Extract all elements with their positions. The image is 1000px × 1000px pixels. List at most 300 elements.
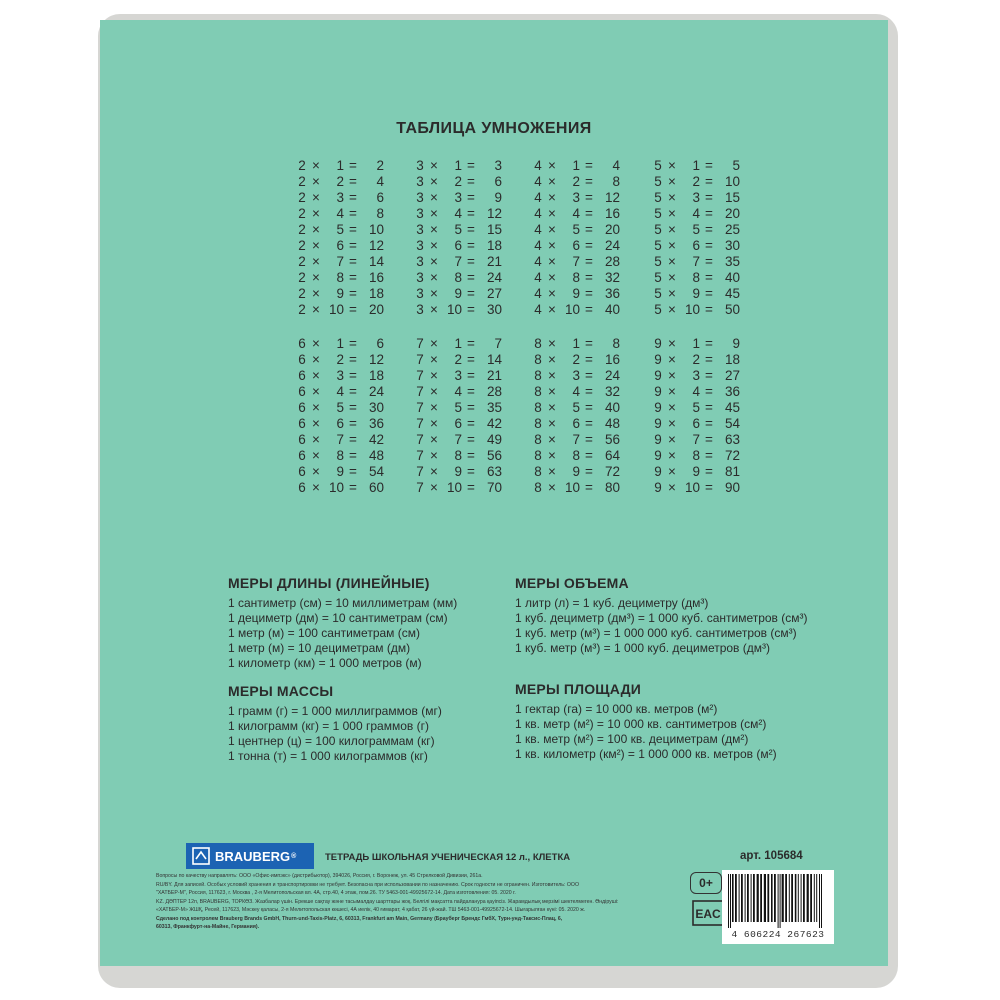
product: 35: [486, 400, 502, 415]
length-measures: [228, 575, 457, 671]
multiplicand: 9: [654, 400, 662, 415]
multiplication-row: [296, 432, 416, 448]
times-sign: ×: [668, 352, 676, 367]
times-sign: ×: [548, 368, 556, 383]
equals-sign: =: [349, 368, 357, 383]
multiplication-row: [414, 480, 534, 496]
times-sign: ×: [312, 190, 320, 205]
equals-sign: =: [705, 190, 713, 205]
product: 6: [376, 190, 384, 205]
times-sign: ×: [312, 416, 320, 431]
multiplication-row: [414, 352, 534, 368]
product: 6: [376, 336, 384, 351]
brand-logo-icon: [192, 847, 210, 865]
multiplication-row: [414, 400, 534, 416]
equals-sign: =: [585, 336, 593, 351]
multiplier: 10: [446, 480, 462, 495]
multiplication-row: [532, 352, 652, 368]
barcode-bar: [728, 874, 729, 928]
multiplicand: 8: [534, 480, 542, 495]
multiplication-row: [296, 384, 416, 400]
product: 28: [486, 384, 502, 399]
product: 8: [376, 206, 384, 221]
multiplication-row: [532, 336, 652, 352]
product: 30: [368, 400, 384, 415]
multiplicand: 9: [654, 448, 662, 463]
multiplicand: 2: [298, 174, 306, 189]
multiplicand: 4: [534, 158, 542, 173]
barcode-bar: [780, 874, 781, 928]
product: 30: [724, 238, 740, 253]
equals-sign: =: [705, 480, 713, 495]
multiplier: 9: [454, 286, 462, 301]
barcode-bars: [722, 870, 834, 930]
multiplication-row: [414, 464, 534, 480]
multiplicand: 2: [298, 190, 306, 205]
multiplicand: 3: [416, 190, 424, 205]
multiplication-row: [296, 464, 416, 480]
product: 24: [604, 368, 620, 383]
mass-item: 1 тонна (т) = 1 000 килограммов (кг): [228, 749, 428, 763]
multiplicand: 5: [654, 158, 662, 173]
times-sign: ×: [430, 190, 438, 205]
multiplication-row: [532, 238, 652, 254]
multiplicand: 2: [298, 222, 306, 237]
equals-sign: =: [705, 368, 713, 383]
multiplication-block: [532, 336, 652, 496]
times-sign: ×: [548, 464, 556, 479]
multiplication-row: [532, 432, 652, 448]
multiplication-row: [414, 238, 534, 254]
multiplicand: 6: [298, 336, 306, 351]
product: 49: [486, 432, 502, 447]
multiplier: 1: [336, 336, 344, 351]
multiplicand: 5: [654, 254, 662, 269]
times-sign: ×: [548, 190, 556, 205]
product: 14: [368, 254, 384, 269]
barcode: [722, 870, 834, 944]
multiplication-row: [652, 416, 772, 432]
multiplier: 7: [336, 254, 344, 269]
multiplier: 1: [572, 158, 580, 173]
age-rating-badge: 0+: [690, 872, 722, 894]
multiplicand: 5: [654, 302, 662, 317]
multiplier: 9: [572, 464, 580, 479]
equals-sign: =: [467, 302, 475, 317]
multiplier: 10: [564, 480, 580, 495]
barcode-bar: [814, 874, 815, 922]
multiplier: 8: [454, 270, 462, 285]
multiplication-row: [414, 302, 534, 318]
multiplication-row: [532, 448, 652, 464]
equals-sign: =: [585, 270, 593, 285]
multiplication-row: [414, 286, 534, 302]
multiplier: 7: [692, 254, 700, 269]
multiplier: 10: [328, 480, 344, 495]
times-sign: ×: [548, 352, 556, 367]
equals-sign: =: [467, 206, 475, 221]
barcode-bar: [774, 874, 776, 922]
equals-sign: =: [585, 400, 593, 415]
times-sign: ×: [548, 400, 556, 415]
product: 42: [486, 416, 502, 431]
times-sign: ×: [548, 448, 556, 463]
equals-sign: =: [467, 480, 475, 495]
multiplier: 1: [692, 336, 700, 351]
multiplication-row: [296, 222, 416, 238]
product: 27: [486, 286, 502, 301]
area-item: 1 кв. метр (м²) = 100 кв. дециметрам (дм²): [515, 732, 749, 746]
equals-sign: =: [467, 384, 475, 399]
volume-item: 1 литр (л) = 1 куб. дециметру (дм³): [515, 596, 709, 610]
multiplicand: 4: [534, 190, 542, 205]
equals-sign: =: [705, 302, 713, 317]
multiplier: 5: [336, 400, 344, 415]
times-sign: ×: [548, 480, 556, 495]
multiplicand: 7: [416, 336, 424, 351]
multiplier: 7: [454, 254, 462, 269]
multiplication-row: [652, 254, 772, 270]
volume-item: 1 куб. метр (м³) = 1 000 куб. дециметров (дм³): [515, 641, 771, 655]
equals-sign: =: [705, 400, 713, 415]
barcode-bar: [819, 874, 820, 928]
barcode-bar: [771, 874, 773, 922]
multiplier: 6: [692, 416, 700, 431]
mass-item: 1 грамм (г) = 1 000 миллиграммов (мг): [228, 704, 442, 718]
product: 40: [724, 270, 740, 285]
equals-sign: =: [467, 416, 475, 431]
multiplicand: 7: [416, 400, 424, 415]
product: 10: [724, 174, 740, 189]
times-sign: ×: [548, 174, 556, 189]
equals-sign: =: [705, 222, 713, 237]
multiplicand: 7: [416, 384, 424, 399]
product: 60: [368, 480, 384, 495]
barcode-bar: [760, 874, 762, 922]
multiplier: 10: [328, 302, 344, 317]
equals-sign: =: [467, 174, 475, 189]
multiplicand: 3: [416, 254, 424, 269]
multiplier: 2: [692, 174, 700, 189]
multiplicand: 6: [298, 480, 306, 495]
multiplication-row: [296, 286, 416, 302]
equals-sign: =: [585, 174, 593, 189]
times-sign: ×: [430, 432, 438, 447]
times-sign: ×: [312, 254, 320, 269]
equals-sign: =: [467, 158, 475, 173]
times-sign: ×: [430, 336, 438, 351]
multiplier: 9: [336, 286, 344, 301]
product: 12: [604, 190, 620, 205]
equals-sign: =: [349, 238, 357, 253]
equals-sign: =: [349, 400, 357, 415]
equals-sign: =: [585, 190, 593, 205]
multiplication-row: [652, 190, 772, 206]
product: 56: [486, 448, 502, 463]
equals-sign: =: [585, 464, 593, 479]
multiplicand: 2: [298, 302, 306, 317]
multiplication-row: [532, 206, 652, 222]
equals-sign: =: [585, 416, 593, 431]
multiplication-row: [652, 270, 772, 286]
multiplicand: 7: [416, 480, 424, 495]
multiplier: 4: [454, 206, 462, 221]
multiplicand: 7: [416, 352, 424, 367]
brand-registered-mark: ®: [291, 852, 297, 860]
multiplicand: 9: [654, 432, 662, 447]
times-sign: ×: [312, 368, 320, 383]
barcode-bar: [732, 874, 734, 922]
times-sign: ×: [312, 480, 320, 495]
multiplicand: 9: [654, 464, 662, 479]
multiplication-block: [652, 336, 772, 496]
equals-sign: =: [349, 286, 357, 301]
product: 45: [724, 400, 740, 415]
multiplication-row: [414, 254, 534, 270]
multiplication-row: [532, 384, 652, 400]
fine-print-line: «ХАТБЕР-М» ЖШҚ, Ресей, 117623, Мәскеу қаласы, 2-я Мелитопольская көшесі, 4А иелік, 40 ғимарат, 4 қабат, 26 үй-жай. ТШ 5463-001-49925672-14. Шығарылған күні: 05. 2020 ж.: [156, 907, 586, 913]
multiplier: 1: [692, 158, 700, 173]
multiplication-row: [532, 400, 652, 416]
multiplication-row: [652, 448, 772, 464]
multiplication-row: [532, 480, 652, 496]
product: 72: [604, 464, 620, 479]
barcode-bar: [757, 874, 759, 922]
multiplier: 6: [454, 238, 462, 253]
multiplication-row: [532, 174, 652, 190]
multiplication-row: [296, 190, 416, 206]
notebook-cover: [100, 20, 888, 966]
length-item: 1 сантиметр (см) = 10 миллиметрам (мм): [228, 596, 458, 610]
multiplier: 2: [454, 174, 462, 189]
product: 32: [604, 270, 620, 285]
product: 27: [724, 368, 740, 383]
equals-sign: =: [705, 464, 713, 479]
mass-title: МЕРЫ МАССЫ: [228, 683, 334, 699]
multiplication-row: [652, 206, 772, 222]
multiplicand: 5: [654, 174, 662, 189]
equals-sign: =: [585, 206, 593, 221]
times-sign: ×: [430, 174, 438, 189]
product: 12: [486, 206, 502, 221]
length-item: 1 дециметр (дм) = 10 сантиметрам (см): [228, 611, 448, 625]
multiplier: 5: [692, 400, 700, 415]
times-sign: ×: [548, 336, 556, 351]
equals-sign: =: [585, 448, 593, 463]
equals-sign: =: [705, 270, 713, 285]
multiplication-row: [296, 448, 416, 464]
multiplication-row: [296, 238, 416, 254]
multiplication-row: [296, 368, 416, 384]
multiplication-row: [296, 480, 416, 496]
fine-print-line: Сделано под контролем Brauberg Brands GmbH, Thurn-und-Taxis-Platz, 6, 60313, Frankfurt am Main, Germany (Брауберг Брендс ГмбХ, Турн-унд-Таксис-Плац, 6,: [156, 915, 563, 922]
product: 28: [604, 254, 620, 269]
barcode-bar: [807, 874, 809, 922]
multiplication-row: [532, 270, 652, 286]
barcode-number: 4 606224 267623: [731, 929, 825, 940]
multiplier: 5: [692, 222, 700, 237]
times-sign: ×: [430, 302, 438, 317]
equals-sign: =: [349, 352, 357, 367]
multiplier: 4: [336, 384, 344, 399]
times-sign: ×: [668, 336, 676, 351]
product: 63: [486, 464, 502, 479]
times-sign: ×: [668, 448, 676, 463]
barcode-bar: [741, 874, 743, 922]
fine-print-line: RU/BY. Для записей. Особых условий хранения и транспортировки не требует. Безопасна при использовании по назначению. Срок годности не ограничен. Изготовитель: ООО: [156, 881, 579, 888]
equals-sign: =: [349, 448, 357, 463]
multiplier: 3: [572, 190, 580, 205]
multiplication-row: [652, 400, 772, 416]
equals-sign: =: [467, 368, 475, 383]
times-sign: ×: [312, 464, 320, 479]
product: 7: [494, 336, 502, 351]
times-sign: ×: [668, 270, 676, 285]
multiplication-row: [532, 158, 652, 174]
product: 25: [724, 222, 740, 237]
barcode-bar: [795, 874, 797, 922]
product: 81: [724, 464, 740, 479]
equals-sign: =: [467, 222, 475, 237]
times-sign: ×: [312, 448, 320, 463]
multiplicand: 9: [654, 416, 662, 431]
multiplier: 8: [572, 270, 580, 285]
times-sign: ×: [668, 480, 676, 495]
product: 54: [724, 416, 740, 431]
multiplication-block: [532, 158, 652, 318]
multiplication-row: [652, 158, 772, 174]
product: 16: [604, 206, 620, 221]
times-sign: ×: [668, 368, 676, 383]
multiplicand: 6: [298, 384, 306, 399]
multiplier: 10: [446, 302, 462, 317]
product: 20: [368, 302, 384, 317]
equals-sign: =: [467, 190, 475, 205]
multiplication-row: [532, 222, 652, 238]
times-sign: ×: [668, 384, 676, 399]
multiplication-row: [296, 158, 416, 174]
barcode-bar: [767, 874, 769, 922]
equals-sign: =: [467, 464, 475, 479]
multiplier: 3: [336, 190, 344, 205]
multiplier: 2: [692, 352, 700, 367]
equals-sign: =: [705, 174, 713, 189]
equals-sign: =: [349, 270, 357, 285]
barcode-bar: [816, 874, 817, 922]
equals-sign: =: [349, 464, 357, 479]
area-measures: [515, 681, 777, 762]
fine-print-line: Вопросы по качеству направлять: ООО «Офис-импэкс» (дистрибьютор), 394026, Россия, г. Воронеж, ул. 45 Стрелковой Дивизии, 261а.: [156, 873, 483, 879]
multiplicand: 4: [534, 270, 542, 285]
page-title: ТАБЛИЦА УМНОЖЕНИЯ: [396, 120, 592, 137]
product: 15: [486, 222, 502, 237]
barcode-bar: [791, 874, 793, 922]
multiplication-row: [296, 400, 416, 416]
multiplier: 2: [454, 352, 462, 367]
multiplication-row: [296, 416, 416, 432]
multiplicand: 8: [534, 416, 542, 431]
equals-sign: =: [705, 158, 713, 173]
multiplication-row: [652, 352, 772, 368]
times-sign: ×: [548, 302, 556, 317]
multiplicand: 4: [534, 254, 542, 269]
multiplicand: 5: [654, 190, 662, 205]
product: 45: [724, 286, 740, 301]
article-number: арт. 105684: [740, 850, 803, 862]
multiplier: 4: [692, 206, 700, 221]
barcode-bar: [798, 874, 799, 922]
multiplicand: 3: [416, 270, 424, 285]
product: 80: [604, 480, 620, 495]
multiplication-row: [296, 302, 416, 318]
equals-sign: =: [467, 286, 475, 301]
multiplicand: 7: [416, 416, 424, 431]
multiplication-row: [652, 480, 772, 496]
times-sign: ×: [430, 206, 438, 221]
product: 5: [732, 158, 740, 173]
multiplicand: 7: [416, 368, 424, 383]
multiplicand: 9: [654, 384, 662, 399]
multiplicand: 5: [654, 238, 662, 253]
equals-sign: =: [705, 352, 713, 367]
barcode-bar: [753, 874, 755, 922]
multiplication-row: [414, 270, 534, 286]
product: 8: [612, 174, 620, 189]
product: 20: [724, 206, 740, 221]
multiplier: 7: [336, 432, 344, 447]
times-sign: ×: [312, 174, 320, 189]
times-sign: ×: [312, 384, 320, 399]
equals-sign: =: [349, 222, 357, 237]
product: 2: [376, 158, 384, 173]
times-sign: ×: [312, 222, 320, 237]
equals-sign: =: [467, 238, 475, 253]
multiplier: 10: [684, 302, 700, 317]
barcode-bar: [730, 874, 731, 928]
multiplication-row: [532, 286, 652, 302]
multiplicand: 8: [534, 352, 542, 367]
equals-sign: =: [349, 254, 357, 269]
barcode-bar: [745, 874, 746, 922]
times-sign: ×: [430, 222, 438, 237]
barcode-bar: [739, 874, 740, 922]
multiplicand: 5: [654, 286, 662, 301]
multiplier: 5: [454, 400, 462, 415]
brand-name: BRAUBERG: [215, 848, 291, 864]
times-sign: ×: [548, 286, 556, 301]
multiplier: 6: [336, 416, 344, 431]
equals-sign: =: [349, 190, 357, 205]
times-sign: ×: [548, 384, 556, 399]
multiplicand: 6: [298, 432, 306, 447]
equals-sign: =: [705, 416, 713, 431]
multiplier: 8: [572, 448, 580, 463]
multiplication-row: [296, 336, 416, 352]
multiplication-row: [414, 336, 534, 352]
multiplier: 6: [572, 238, 580, 253]
area-item: 1 кв. метр (м²) = 10 000 кв. сантиметров (см²): [515, 717, 767, 731]
barcode-bar: [801, 874, 802, 922]
equals-sign: =: [585, 254, 593, 269]
product: 18: [724, 352, 740, 367]
multiplication-row: [296, 254, 416, 270]
equals-sign: =: [705, 286, 713, 301]
area-title: МЕРЫ ПЛОЩАДИ: [515, 681, 642, 697]
equals-sign: =: [705, 448, 713, 463]
times-sign: ×: [430, 416, 438, 431]
multiplicand: 4: [534, 238, 542, 253]
times-sign: ×: [548, 416, 556, 431]
